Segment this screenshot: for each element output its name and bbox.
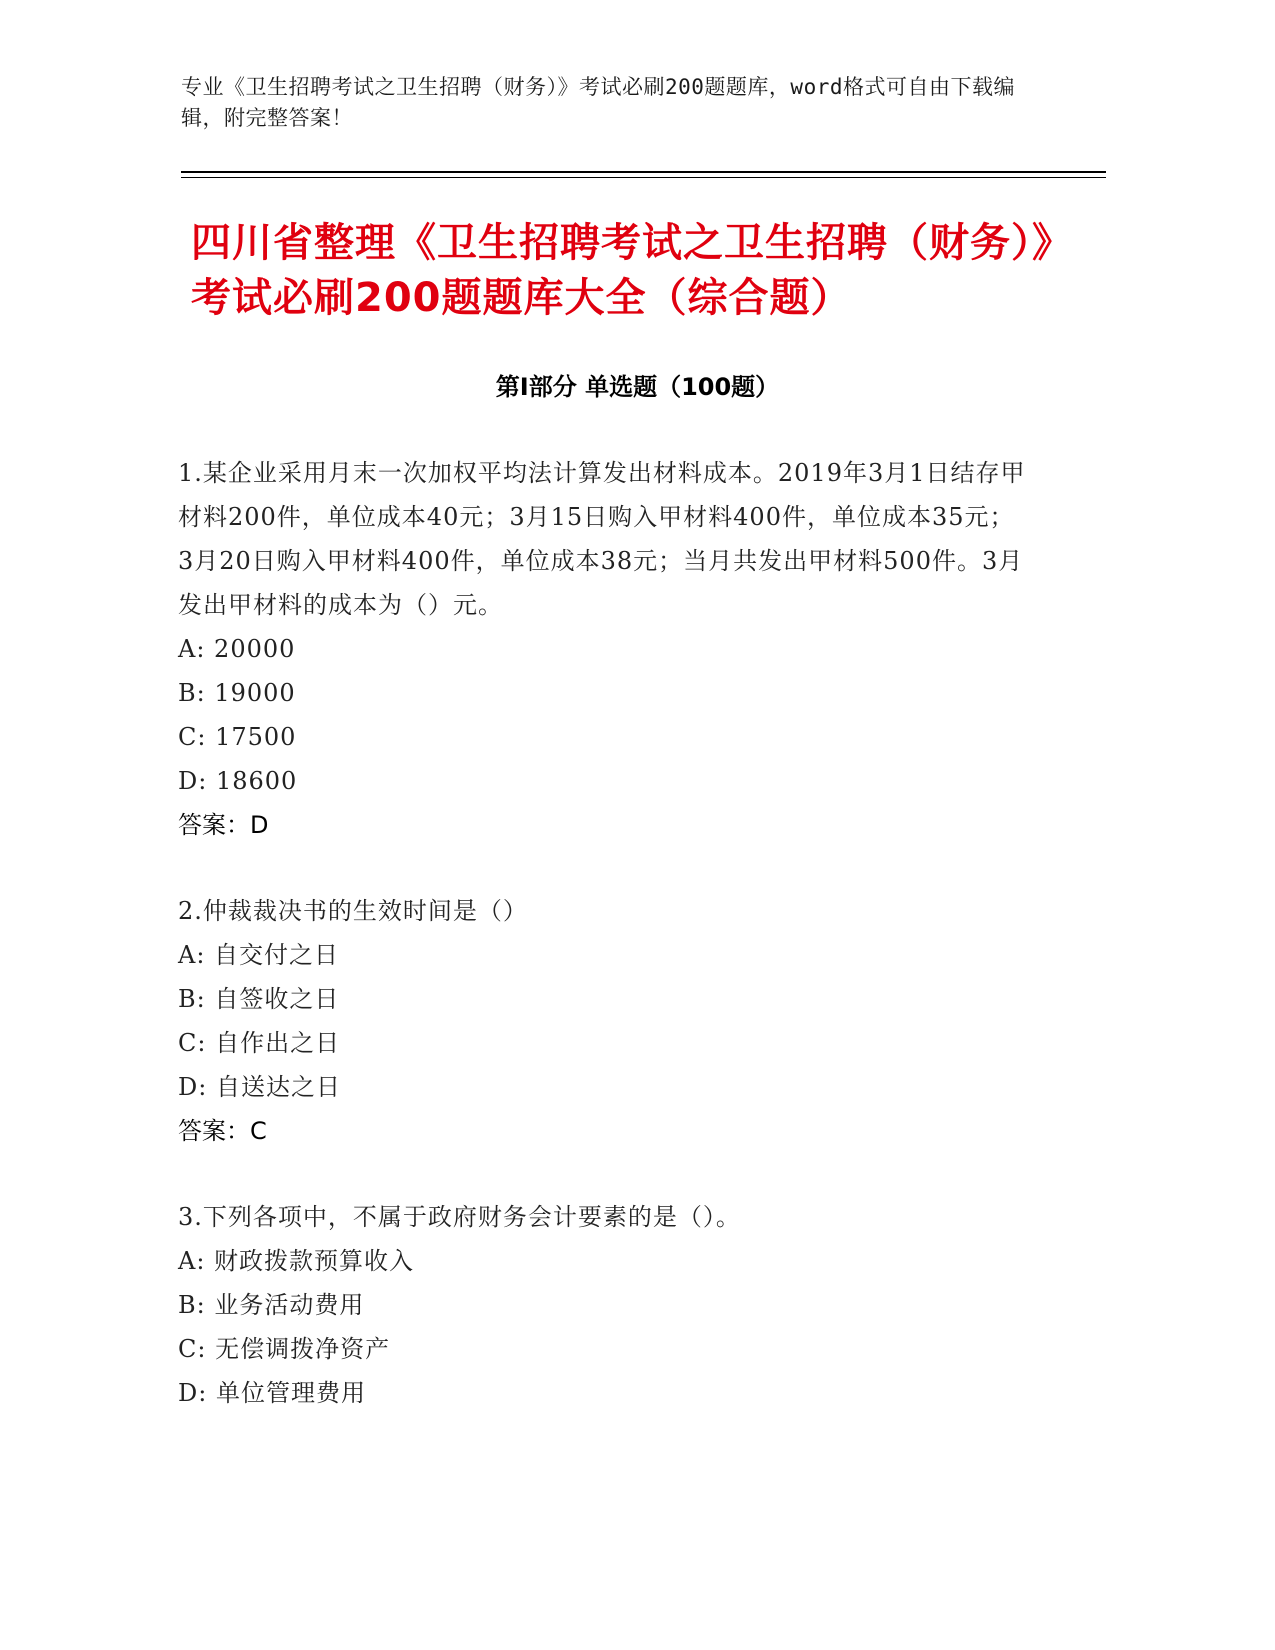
question-stem: 3.下列各项中，不属于政府财务会计要素的是（）。 [178, 1203, 741, 1231]
section-title: 第I部分 单选题（100题） [495, 373, 780, 401]
document-title: 四川省整理《卫生招聘考试之卫生招聘（财务）》考试必刷200题题库大全（综合题） [191, 220, 1053, 321]
header-rule-thin [181, 177, 1106, 178]
option-c: C: 自作出之日 [178, 1029, 341, 1057]
option-a: A: 20000 [178, 635, 296, 663]
option-b: B: 19000 [178, 679, 296, 707]
question-list [178, 451, 1028, 1457]
option-a: A: 财政拨款预算收入 [178, 1247, 415, 1275]
option-c: C: 17500 [178, 723, 297, 751]
header-rule-thick [181, 171, 1106, 173]
header-note: 专业《卫生招聘考试之卫生招聘（财务）》考试必刷200题题库，word格式可自由下载编辑，附完整答案！ [181, 75, 1015, 130]
option-b: B: 自签收之日 [178, 985, 340, 1013]
option-d: D: 18600 [178, 767, 298, 795]
question-1 [178, 451, 1028, 847]
option-b: B: 业务活动费用 [178, 1291, 365, 1319]
question-2 [178, 889, 1028, 1153]
question-stem: 2.仲裁裁决书的生效时间是（） [178, 897, 528, 925]
question-3 [178, 1195, 1028, 1415]
question-stem: 1.某企业采用月末一次加权平均法计算发出材料成本。2019年3月1日结存甲材料200件，单位成本40元；3月15日购入甲材料400件，单位成本35元；3月20日购入甲材料400件，单位成本38元；当月共发出甲材料500件。3月发出甲材料的成本为（）元。 [178, 459, 1026, 619]
answer: 答案：D [178, 811, 269, 839]
option-d: D: 单位管理费用 [178, 1379, 366, 1407]
option-d: D: 自送达之日 [178, 1073, 341, 1101]
answer: 答案：C [178, 1117, 267, 1145]
option-c: C: 无偿调拨净资产 [178, 1335, 391, 1363]
option-a: A: 自交付之日 [178, 941, 340, 969]
